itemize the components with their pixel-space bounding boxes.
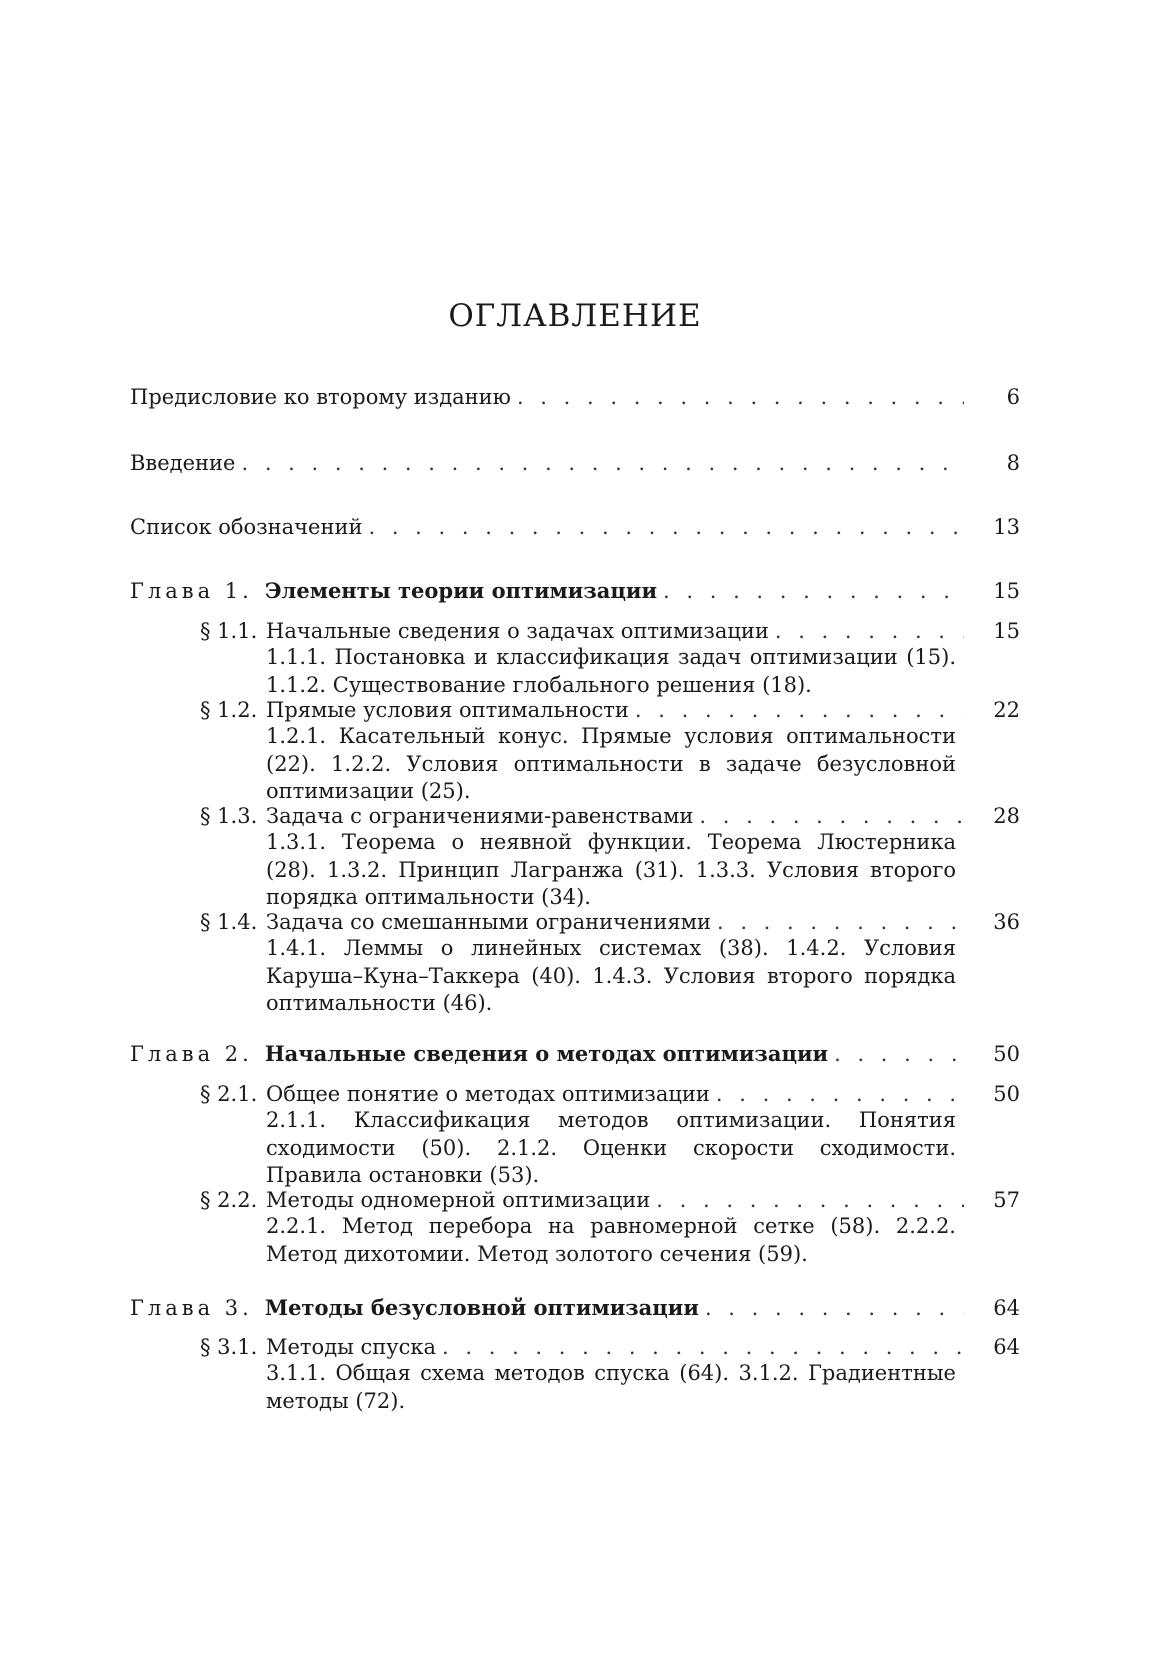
leader-dots [368, 514, 964, 540]
page-number: 64 [993, 1335, 1020, 1359]
leader-dots [656, 1187, 964, 1213]
section-description: 1.3.1. Теорема о неявной функции. Теорема Люстерника (28). 1.3.2. Принцип Лагранжа (31). 1.3.3. Условия второго порядка оптимальности (34). [266, 830, 956, 909]
section-number: § 3.1. [200, 1335, 258, 1359]
chapter-label: Глава 1. [130, 579, 253, 603]
leader-dots [663, 578, 964, 604]
leader-dots [716, 1081, 964, 1107]
section-title: Общее понятие о методах оптимизации [266, 1082, 710, 1106]
page-number: 15 [993, 579, 1020, 603]
toc-entry-title: Предисловие ко второму изданию [130, 385, 511, 409]
chapter-label: Глава 3. [130, 1296, 253, 1320]
section-description: 1.4.1. Леммы о линейных системах (38). 1.4.2. Условия Каруша–Куна–Таккера (40). 1.4.3. Условия второго порядка оптимальности (46). [266, 936, 956, 1015]
section-description: 3.1.1. Общая схема методов спуска (64). 3.1.2. Градиентные методы (72). [266, 1361, 956, 1413]
leader-dots [635, 697, 964, 723]
page-number: 36 [993, 910, 1020, 934]
page-number: 28 [993, 804, 1020, 828]
chapter-title: Начальные сведения о методах оптимизации [264, 1041, 829, 1066]
page-title: ОГЛАВЛЕНИЕ [448, 298, 702, 334]
section-number: § 1.1. [200, 619, 258, 643]
section-title: Задача с ограничениями-равенствами [266, 804, 694, 828]
toc-section-1-3[interactable] [200, 803, 1020, 830]
leader-dots [775, 618, 964, 644]
chapter-title: Методы безусловной оптимизации [264, 1295, 699, 1320]
toc-section-2-1[interactable] [200, 1081, 1020, 1108]
leader-dots [705, 1295, 964, 1321]
leader-dots [442, 1334, 964, 1360]
toc-entry-title: Список обозначений [130, 515, 363, 539]
section-title: Начальные сведения о задачах оптимизации [266, 619, 769, 643]
section-number: § 1.4. [200, 910, 258, 934]
toc-section-1-1[interactable] [200, 618, 1020, 645]
toc-chapter-1[interactable] [130, 578, 1020, 605]
toc-section-2-2[interactable] [200, 1187, 1020, 1214]
section-title: Задача со смешанными ограничениями [266, 910, 711, 934]
page-number: 15 [993, 619, 1020, 643]
page-number: 64 [993, 1296, 1020, 1320]
toc-entry-title: Введение [130, 451, 236, 475]
toc-section-1-4[interactable] [200, 909, 1020, 936]
toc-section-1-2[interactable] [200, 697, 1020, 724]
section-number: § 2.2. [200, 1188, 258, 1212]
section-number: § 2.1. [200, 1082, 258, 1106]
section-description: 1.1.1. Постановка и классификация задач оптимизации (15). 1.1.2. Существование глобального решения (18). [266, 645, 956, 697]
page-number: 22 [993, 698, 1020, 722]
page-number: 13 [993, 515, 1020, 539]
section-title: Методы одномерной оптимизации [266, 1188, 651, 1212]
toc-chapter-2[interactable] [130, 1041, 1020, 1068]
toc-entry-introduction[interactable] [130, 450, 1020, 477]
page-number: 50 [993, 1042, 1020, 1066]
leader-dots [241, 450, 964, 476]
section-number: § 1.2. [200, 698, 258, 722]
page-number: 6 [1006, 385, 1020, 409]
toc-section-3-1[interactable] [200, 1334, 1020, 1361]
leader-dots [517, 384, 964, 410]
toc-entry-notation[interactable] [130, 514, 1020, 541]
page-number: 8 [1006, 451, 1020, 475]
toc-chapter-3[interactable] [130, 1295, 1020, 1322]
section-description: 2.2.1. Метод перебора на равномерной сетке (58). 2.2.2. Метод дихотомии. Метод золотого сечения (59). [266, 1214, 956, 1266]
leader-dots [699, 803, 964, 829]
chapter-title: Элементы теории оптимизации [264, 578, 658, 603]
section-title: Прямые условия оптимальности [266, 698, 629, 722]
section-title: Методы спуска [266, 1335, 437, 1359]
chapter-label: Глава 2. [130, 1042, 253, 1066]
leader-dots [834, 1041, 964, 1067]
section-description: 2.1.1. Классификация методов оптимизации. Понятия сходимости (50). 2.1.2. Оценки скорости сходимости. Правила остановки (53). [266, 1108, 956, 1187]
page-number: 57 [993, 1188, 1020, 1212]
leader-dots [717, 909, 964, 935]
page-number: 50 [993, 1082, 1020, 1106]
section-description: 1.2.1. Касательный конус. Прямые условия оптимальности (22). 1.2.2. Условия оптимальности в задаче безусловной оптимизации (25). [266, 724, 956, 803]
section-number: § 1.3. [200, 804, 258, 828]
toc-entry-preface[interactable] [130, 384, 1020, 411]
